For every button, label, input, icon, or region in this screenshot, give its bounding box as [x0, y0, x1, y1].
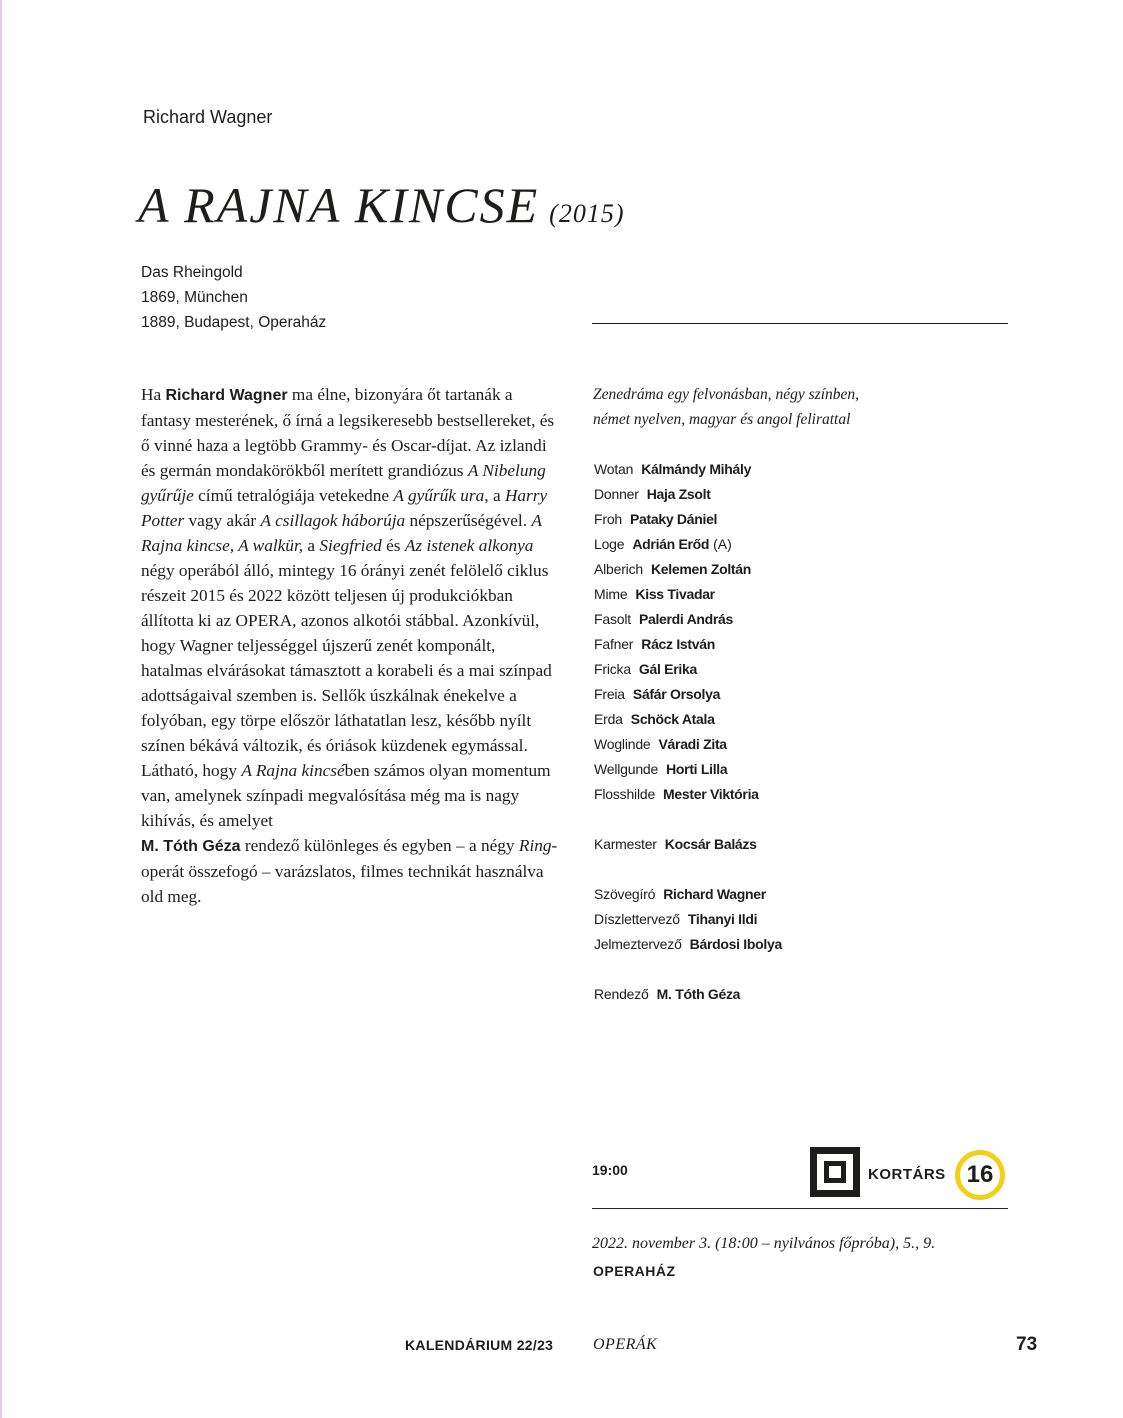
- title-text: A RAJNA KINCSE: [138, 177, 540, 233]
- performance-time: 19:00: [592, 1162, 628, 1178]
- venue-name: OPERAHÁZ: [593, 1263, 676, 1279]
- director-row: Rendező M. Tóth Géza: [594, 986, 741, 1002]
- intro-paragraph: [141, 382, 561, 909]
- page-number: 73: [1016, 1334, 1038, 1355]
- performance-dates: 2022. november 3. (18:00 – nyilvános főpróba), 5., 9.: [592, 1235, 936, 1252]
- bottom-divider: [592, 1208, 1008, 1209]
- director-highlight: M. Tóth Géza: [141, 838, 241, 855]
- cast-row: Fricka Gál Erika: [594, 661, 697, 677]
- original-title: Das Rheingold: [141, 264, 243, 281]
- subtitle-line-2: német nyelven, magyar és angol felirattal: [593, 411, 851, 428]
- composer-highlight: Richard Wagner: [165, 387, 288, 404]
- conductor-row: Karmester Kocsár Balázs: [594, 836, 757, 852]
- creator-row: Díszlettervező Tihanyi Ildi: [594, 911, 758, 927]
- footer-section: OPERÁK: [593, 1336, 658, 1353]
- cast-row: Wotan Kálmándy Mihály: [594, 461, 752, 477]
- budapest-premiere-line: 1889, Budapest, Operaház: [141, 314, 327, 331]
- cast-row: Donner Haja Zsolt: [594, 486, 711, 502]
- cast-row: Wellgunde Horti Lilla: [594, 761, 728, 777]
- cast-list: [594, 457, 782, 1007]
- composer-name: Richard Wagner: [143, 107, 273, 127]
- cast-row: Erda Schöck Atala: [594, 711, 715, 727]
- cast-row: Loge Adrián Erőd (A): [594, 536, 732, 552]
- footer-publication: KALENDÁRIUM 22/23: [405, 1337, 554, 1353]
- top-divider: [592, 323, 1008, 324]
- cast-row: Woglinde Váradi Zita: [594, 736, 727, 752]
- premiere-line: 1869, München: [141, 289, 248, 306]
- cast-row: Freia Sáfár Orsolya: [594, 686, 721, 702]
- kortars-label: KORTÁRS: [868, 1166, 946, 1183]
- cast-row: Mime Kiss Tivadar: [594, 586, 715, 602]
- creator-row: Szövegíró Richard Wagner: [594, 886, 766, 902]
- cast-row: Fafner Rácz István: [594, 636, 715, 652]
- genre-subtitle: [593, 382, 859, 432]
- intro-text: Ha Richard Wagner ma élne, bizonyára őt tartanák a fantasy mesterének, ő írná a legsikeresebb bestsellereket, és ő vinné haza a legtöbb Grammy- és Oscar-díjat. Az izlandi és germán mondakörökből merített grandiózus A Nibelung gyűrűje című tetralógiája vetekedne A gyűrűk ura, a Harry Potter vagy akár A csillagok háborúja népszerűségével. A Rajna kincse, A walkür, a Siegfried és Az istenek alkonya négy operából álló, mintegy 16 órányi zenét felölelő ciklus részeit 2015 és 2022 között teljesen új produkciókban állította ki az OPERA, azonos alkotói stábbal. Azonkívül, hogy Wagner teljességgel újszerű zenét komponált, hatalmas elvárásokat támasztott a korabeli és a mai színpad adottságaival szemben is. Sellők úszkálnak énekelve a folyóban, egy törpe először láthatatlan lesz, később nyílt színen békává változik, és óriások küzdenek egymással. Látható, hogy A Rajna kincsében számos olyan momentum van, amelynek színpadi megvalósítása még ma is nagy kihívás, és amelyet M. Tóth Géza rendező különleges és egyben – a négy Ring-operát összefogó – varázslatos, filmes technikát használva old meg.: [141, 385, 558, 906]
- cast-row: Alberich Kelemen Zoltán: [594, 561, 752, 577]
- subtitle-line-1: Zenedráma egy felvonásban, négy színben,: [593, 386, 860, 403]
- title-year: (2015): [549, 199, 625, 228]
- page-title: [138, 176, 624, 234]
- creator-row: Jelmeztervező Bárdosi Ibolya: [594, 936, 782, 952]
- cast-row: Flosshilde Mester Viktória: [594, 786, 759, 802]
- cast-row: Froh Pataky Dániel: [594, 511, 718, 527]
- page-edge-line: [0, 0, 2, 1418]
- age-rating-badge: 16: [955, 1150, 1005, 1200]
- cast-row: Fasolt Palerdi András: [594, 611, 734, 627]
- kortars-square-icon: [810, 1147, 860, 1197]
- work-meta: [141, 260, 326, 335]
